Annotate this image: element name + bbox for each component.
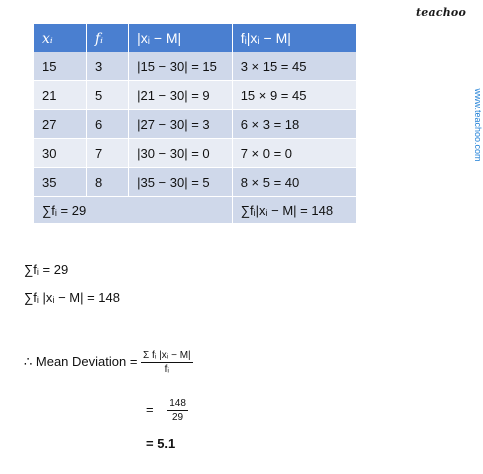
cell-xi: 21 (34, 81, 86, 110)
value-numerator: 148 (169, 398, 186, 409)
cell-xi: 15 (34, 52, 86, 81)
value-denominator: 29 (172, 412, 184, 423)
value-substitution (146, 398, 188, 423)
cell-abs-dev: |15 − 30| = 15 (129, 52, 233, 81)
cell-f-abs-dev: 15 × 9 = 45 (232, 81, 356, 110)
teachoo-logo: teachoo (416, 6, 466, 19)
sum-f-abs-dev-line: ∑fᵢ |xᵢ − M| = 148 (24, 290, 120, 305)
cell-fi: 6 (86, 110, 128, 139)
mean-deviation-formula (24, 350, 193, 375)
cell-fi: 7 (86, 139, 128, 168)
formula-fraction (141, 350, 193, 375)
result-value: = 5.1 (146, 436, 176, 451)
table-row (34, 110, 357, 139)
cell-abs-dev: |27 − 30| = 3 (129, 110, 233, 139)
equals-sign: = (146, 401, 154, 417)
side-url: www.teachoo.com (473, 88, 483, 162)
frequency-table (34, 24, 357, 224)
cell-abs-dev: |21 − 30| = 9 (129, 81, 233, 110)
table-row (34, 52, 357, 81)
therefore-label: ∴ Mean Deviation = (24, 353, 138, 369)
sum-f-cell: ∑fᵢ = 29 (34, 197, 232, 224)
header-xi: xᵢ (34, 24, 86, 52)
header-abs-dev: |xᵢ − M| (129, 24, 233, 52)
table-row (34, 139, 357, 168)
cell-f-abs-dev: 6 × 3 = 18 (232, 110, 356, 139)
cell-abs-dev: |30 − 30| = 0 (129, 139, 233, 168)
cell-xi: 35 (34, 168, 86, 197)
formula-numerator: Σ fᵢ |xᵢ − M| (143, 350, 191, 361)
header-f-abs-dev: fᵢ|xᵢ − M| (232, 24, 356, 52)
cell-xi: 30 (34, 139, 86, 168)
table-row (34, 81, 357, 110)
cell-abs-dev: |35 − 30| = 5 (129, 168, 233, 197)
table-header-row (34, 24, 357, 52)
sum-f-abs-dev-cell: ∑fᵢ|xᵢ − M| = 148 (232, 197, 356, 224)
formula-denominator: fᵢ (164, 364, 170, 375)
cell-fi: 5 (86, 81, 128, 110)
table-sum-row (34, 197, 357, 224)
cell-xi: 27 (34, 110, 86, 139)
cell-f-abs-dev: 7 × 0 = 0 (232, 139, 356, 168)
table-row (34, 168, 357, 197)
cell-f-abs-dev: 3 × 15 = 45 (232, 52, 356, 81)
header-fi: fᵢ (86, 24, 128, 52)
cell-fi: 8 (86, 168, 128, 197)
value-fraction (167, 398, 188, 423)
cell-fi: 3 (86, 52, 128, 81)
sum-f-line: ∑fᵢ = 29 (24, 262, 69, 277)
cell-f-abs-dev: 8 × 5 = 40 (232, 168, 356, 197)
